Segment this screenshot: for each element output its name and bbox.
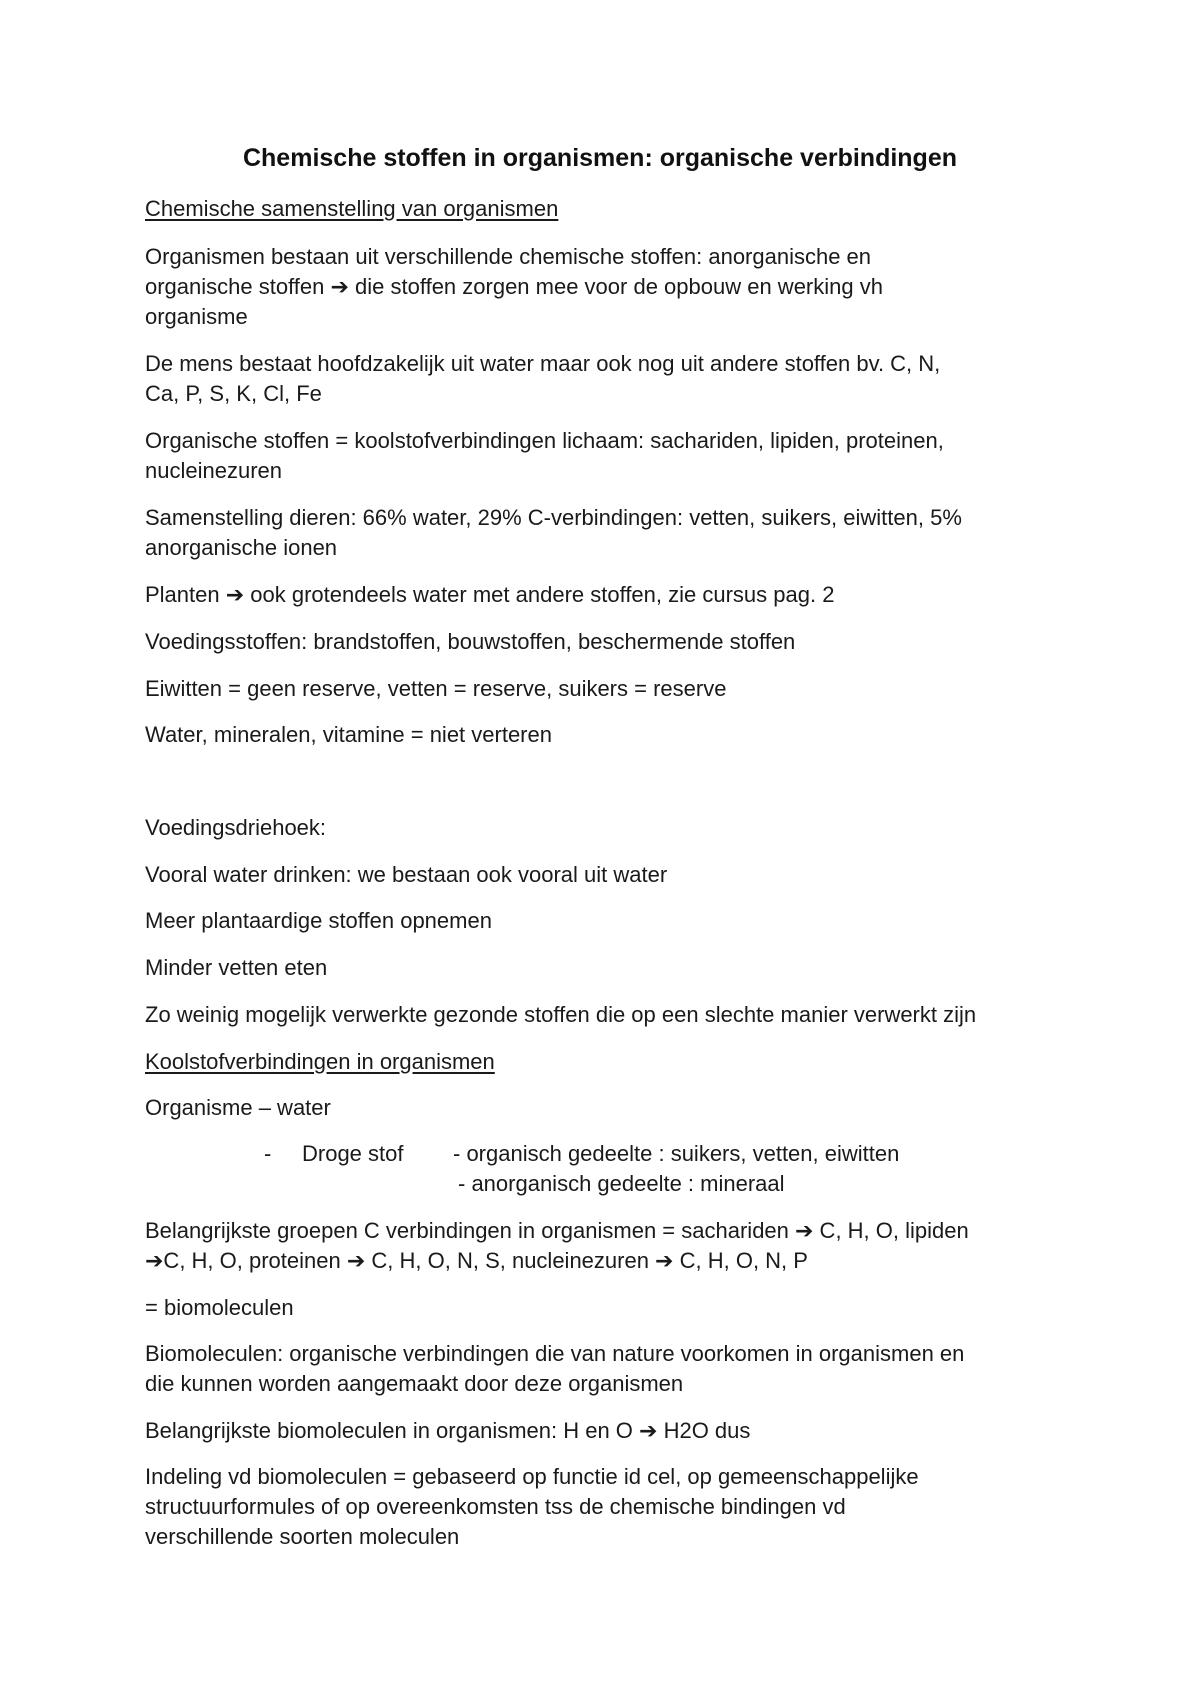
paragraph-line: = biomoleculen (145, 1295, 294, 1320)
paragraph-line: De mens bestaat hoofdzakelijk uit water maar ook nog uit andere stoffen bv. C, N, (145, 351, 941, 376)
paragraph-line: Biomoleculen: organische verbindingen die van nature voorkomen in organismen en (145, 1341, 965, 1366)
paragraph-line: anorganische ionen (145, 535, 338, 560)
paragraph-line: Organismen bestaan uit verschillende chemische stoffen: anorganische en (145, 244, 872, 269)
paragraph-line: organische stoffen ➔ die stoffen zorgen mee voor de opbouw en werking vh (145, 274, 883, 299)
list-item-detail: - organisch gedeelte : suikers, vetten, eiwitten (453, 1141, 900, 1166)
paragraph-line: Belangrijkste groepen C verbindingen in organismen = sachariden ➔ C, H, O, lipiden (145, 1218, 969, 1243)
section-heading-chemische-samenstelling: Chemische samenstelling van organismen (145, 196, 559, 221)
paragraph-line: Voedingsdriehoek: (145, 815, 327, 840)
paragraph-line: die kunnen worden aangemaakt door deze organismen (145, 1371, 684, 1396)
paragraph-line: Meer plantaardige stoffen opnemen (145, 908, 492, 933)
paragraph-line: Vooral water drinken: we bestaan ook vooral uit water (145, 862, 668, 887)
list-item-label: Droge stof (302, 1141, 404, 1166)
paragraph-line: Water, mineralen, vitamine = niet verteren (145, 722, 552, 747)
paragraph-line: ➔C, H, O, proteinen ➔ C, H, O, N, S, nucleinezuren ➔ C, H, O, N, P (145, 1248, 808, 1273)
paragraph-line: Ca, P, S, K, Cl, Fe (145, 381, 322, 406)
paragraph-line: Indeling vd biomoleculen = gebaseerd op functie id cel, op gemeenschappelijke (145, 1464, 919, 1489)
paragraph-line: Organisme – water (145, 1095, 331, 1120)
paragraph-line: verschillende soorten moleculen (145, 1524, 460, 1549)
paragraph-line: Minder vetten eten (145, 955, 328, 980)
paragraph-line: Zo weinig mogelijk verwerkte gezonde stoffen die op een slechte manier verwerkt zijn (145, 1002, 977, 1027)
paragraph-line: Voedingsstoffen: brandstoffen, bouwstoffen, beschermende stoffen (145, 629, 796, 654)
document-title: Chemische stoffen in organismen: organische verbindingen (242, 144, 957, 172)
list-item-detail: - anorganisch gedeelte : mineraal (458, 1171, 785, 1196)
paragraph-line: Eiwitten = geen reserve, vetten = reserve, suikers = reserve (145, 676, 727, 701)
paragraph-line: nucleinezuren (145, 458, 282, 483)
paragraph-line: organisme (145, 304, 248, 329)
section-heading-koolstofverbindingen: Koolstofverbindingen in organismen (145, 1049, 495, 1074)
paragraph-line: Samenstelling dieren: 66% water, 29% C-verbindingen: vetten, suikers, eiwitten, 5% (145, 505, 962, 530)
paragraph-line: Belangrijkste biomoleculen in organismen: H en O ➔ H2O dus (145, 1418, 751, 1443)
paragraph-line: Planten ➔ ook grotendeels water met andere stoffen, zie cursus pag. 2 (145, 582, 835, 607)
list-dash: - (264, 1141, 272, 1166)
paragraph-line: Organische stoffen = koolstofverbindingen lichaam: sachariden, lipiden, proteinen, (145, 428, 944, 453)
paragraph-line: structuurformules of op overeenkomsten tss de chemische bindingen vd (145, 1494, 846, 1519)
